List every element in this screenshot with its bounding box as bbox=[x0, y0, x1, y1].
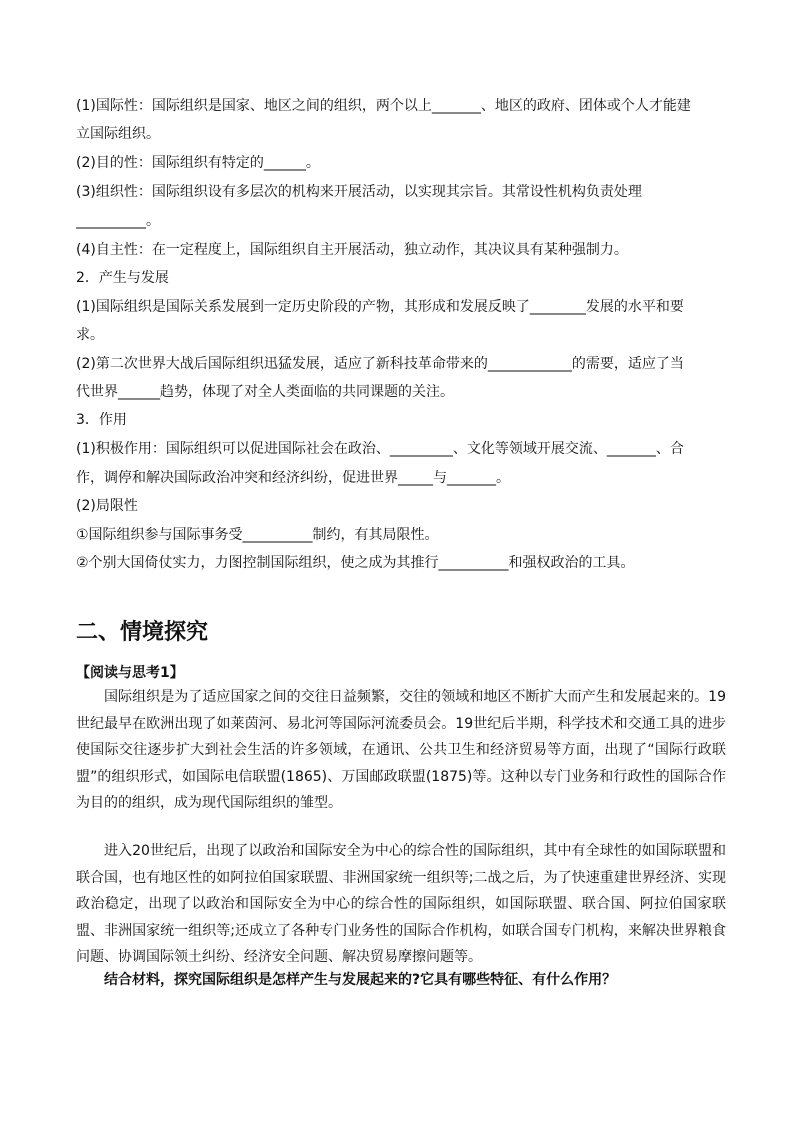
subsection-heading: 2．产生与发展 bbox=[76, 270, 169, 286]
text-line: ①国际组织参与国际事务受__________制约，有其局限性。 bbox=[76, 527, 439, 543]
text-line: (2)局限性 bbox=[76, 498, 138, 514]
text-line: 求。 bbox=[76, 327, 104, 343]
question-text: 结合材料，探究国际组织是怎样产生与发展起来的?它具有哪些特征、有什么作用？ bbox=[104, 972, 617, 988]
text-line: (2)目的性：国际组织有特定的______。 bbox=[76, 155, 320, 171]
reading-paragraph-1: 国际组织是为了适应国家之间的交往日益频繁，交往的领域和地区不断扩大而产生和发展起来的。19世纪最早在欧洲出现了如莱茵河、易北河等国际河流委员会。19世纪后半期，科学技术和交通工具的进步使国际交往逐步扩大到社会生活的许多领域，在通讯、公共卫生和经济贸易等方面，出现了“国际行政联盟”的组织形式，如国际电信联盟(1865)、万国邮政联盟(1875)等。这种以专门业务和行政性的国际合作为目的的组织，成为现代国际组织的雏型。 bbox=[76, 689, 726, 811]
reading-label: 【阅读与思考1】 bbox=[76, 665, 184, 681]
reading-paragraph-2: 进入20世纪后，出现了以政治和国际安全为中心的综合性的国际组织，其中有全球性的如国际联盟和联合国，也有地区性的如阿拉伯国家联盟、非洲国家统一组织等;二战之后，为了快速重建世界经济、实现政治稳定，出现了以政治和国际安全为中心的综合性的国际组织，如国际联盟、联合国、阿拉伯国家联盟、非洲国家统一组织等;还成立了各种专门业务性的国际合作机构，如联合国专门机构，来解决世界粮食问题、协调国际领土纠纷、经济安全问题、解决贸易摩擦问题等。 bbox=[76, 843, 726, 965]
text-line: 立国际组织。 bbox=[76, 126, 160, 142]
text-line: (3)组织性：国际组织设有多层次的机构来开展活动，以实现其宗旨。其常设性机构负责处理 bbox=[76, 184, 642, 200]
text-line: 作，调停和解决国际政治冲突和经济纠纷，促进世界_____与_______。 bbox=[76, 470, 510, 486]
text-line: (2)第二次世界大战后国际组织迅猛发展，适应了新科技革命带来的____________的需要，适应了当 bbox=[76, 356, 684, 372]
text-line: (1)国际性：国际组织是国家、地区之间的组织，两个以上_______、地区的政府、团体或个人才能建 bbox=[76, 98, 691, 114]
text-line: 代世界______趋势，体现了对全人类面临的共同课题的关注。 bbox=[76, 384, 454, 400]
text-line: (1)国际组织是国际关系发展到一定历史阶段的产物，其形成和发展反映了________发展的水平和要 bbox=[76, 299, 684, 315]
text-line: (4)自主性：在一定程度上，国际组织自主开展活动，独立动作，其决议具有某种强制力。 bbox=[76, 242, 628, 258]
section-heading: 二、情境探究 bbox=[76, 619, 209, 645]
text-line: (1)积极作用：国际组织可以促进国际社会在政治、_________、文化等领域开展交流、_______、合 bbox=[76, 441, 684, 457]
text-line: ②个别大国倚仗实力，力图控制国际组织，使之成为其推行__________和强权政治的工具。 bbox=[76, 555, 635, 571]
text-line: __________。 bbox=[76, 213, 160, 229]
subsection-heading: 3．作用 bbox=[76, 412, 127, 428]
